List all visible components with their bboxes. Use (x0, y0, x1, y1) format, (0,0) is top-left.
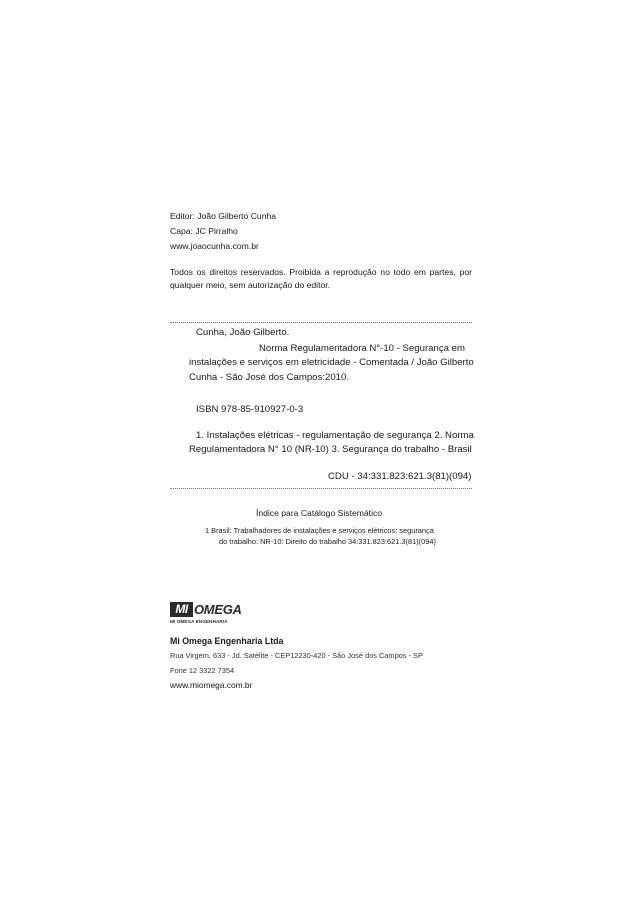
company-phone: Fone 12 3322 7354 (170, 666, 235, 675)
logo-subtitle: MI OMEGA ENGENHARIA (170, 619, 228, 624)
author-website: www.joaocunha.com.br (170, 241, 259, 251)
catalog-subjects-line2: Regulamentadora N° 10 (NR-10) 3. Segurança do trabalho - Brasil (189, 444, 472, 455)
cover-credit: Capa: JC Pirralho (170, 226, 238, 236)
logo-wordmark: OMEGA (194, 602, 242, 617)
catalog-title-line1: Norma Regulamentadora N°-10 - Segurança em (259, 343, 465, 354)
catalog-card-top-rule (170, 322, 472, 323)
catalog-title-line3: Cunha - São José dos Campos:2010. (189, 372, 349, 383)
catalog-title-line2: instalações e serviços em eletricidade - Comentada / João Gilberto (189, 357, 474, 368)
index-entry-line1: 1 Brasil: Trabalhadores de instalações e serviços elétricos: segurança (205, 526, 434, 535)
editor-credit: Editor: João Gilberto Cunha (170, 211, 277, 221)
index-title: Índice para Catálogo Sistemático (255, 508, 383, 518)
mi-omega-logo (170, 602, 254, 628)
index-entry-line2: do trabalho: NR-10: Direito do trabalho 34:331.823:621.3(81)(094) (219, 537, 436, 546)
catalog-author: Cunha, João Gilberto. (196, 327, 290, 338)
company-address: Rua Virgem, 633 - Jd. Satélite - CEP12230-420 - São José dos Campos - SP (170, 651, 423, 660)
catalog-card-bottom-rule (170, 488, 472, 489)
rights-notice (170, 266, 472, 292)
catalog-isbn: ISBN 978-85-910927-0-3 (196, 404, 304, 415)
catalog-cdu: CDU - 34:331.823:621.3(81)(094) (328, 471, 472, 482)
logo-badge: MI (170, 602, 193, 617)
company-name: Mi Omega Engenharia Ltda (170, 636, 284, 646)
catalog-subjects-line1: 1. Instalações elétricas - regulamentação de segurança 2. Norma (196, 430, 474, 441)
rights-notice-line2: qualquer meio, sem autorização do editor. (170, 280, 331, 290)
company-website: www.miomega.com.br (170, 680, 253, 690)
rights-notice-line1: Todos os direitos reservados. Proibida a reprodução no todo em partes, por (170, 267, 472, 277)
